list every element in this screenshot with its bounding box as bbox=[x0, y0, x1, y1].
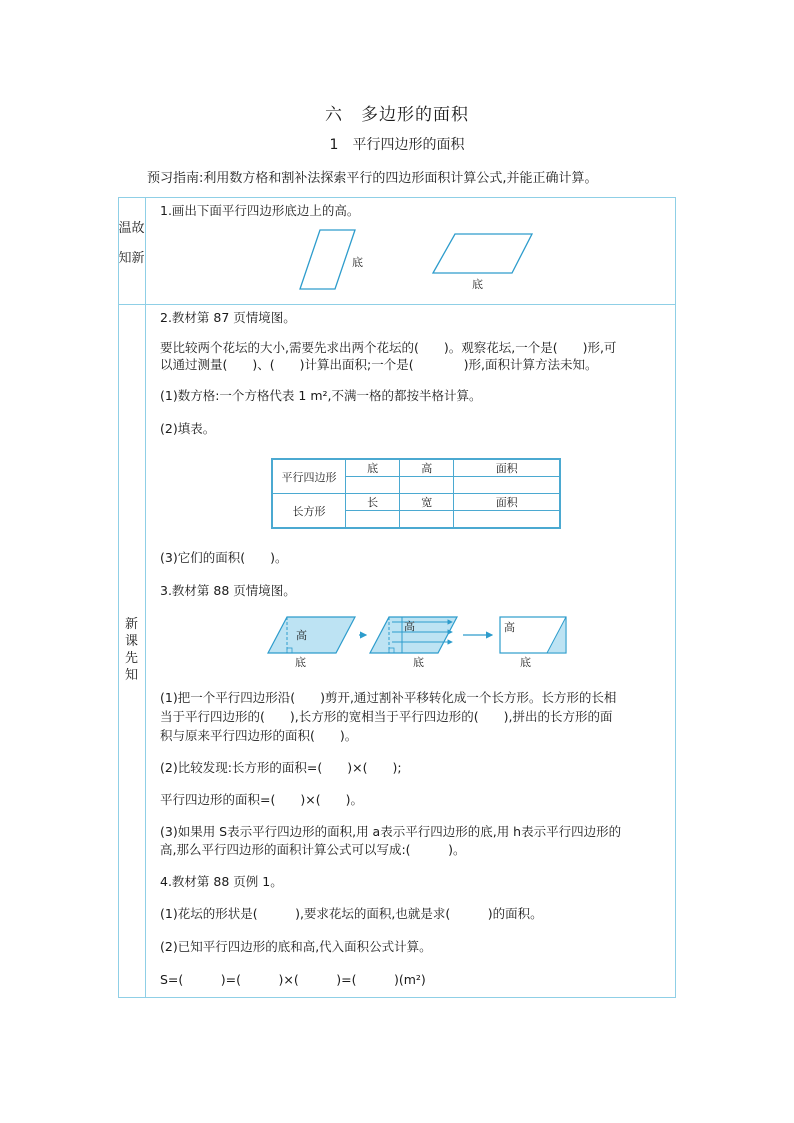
q3-p1-line3: 积与原来平行四边形的面积( )。 bbox=[160, 728, 358, 743]
base-label-2: 底 bbox=[472, 278, 483, 291]
parallelogram-1[interactable] bbox=[300, 230, 355, 289]
q3-p2-line1: (2)比较发现:长方形的面积=( )×( ); bbox=[160, 760, 402, 775]
new-label-char: 先 bbox=[124, 651, 138, 666]
base-label: 底 bbox=[520, 656, 531, 669]
cut-and-move-figure bbox=[262, 610, 572, 672]
preview-guide: 预习指南:利用数方格和割补法探索平行的四边形面积计算公式,并能正确计算。 bbox=[147, 171, 598, 186]
q2-step3: (3)它们的面积( )。 bbox=[160, 550, 288, 565]
table-row bbox=[272, 459, 560, 477]
row-header: 长方形 bbox=[272, 494, 346, 529]
base-label: 底 bbox=[295, 656, 306, 669]
col-header: 底 bbox=[346, 459, 400, 477]
height-label: 高 bbox=[404, 620, 415, 633]
blank-cell[interactable] bbox=[346, 511, 400, 529]
q3-p1-line2: 当于平行四边形的( ),长方形的宽相当于平行四边形的( ),拼出的长方形的面 bbox=[160, 709, 613, 724]
chapter-title: 六 多边形的面积 bbox=[325, 105, 469, 125]
q2-title: 2.教材第 87 页情境图。 bbox=[160, 310, 296, 325]
blank-cell[interactable] bbox=[400, 477, 454, 494]
q4-formula: S=( )=( )×( )=( )(m²) bbox=[160, 972, 426, 987]
col-header: 长 bbox=[346, 494, 400, 511]
review-parallelograms bbox=[290, 226, 540, 296]
q2-para-line2: 以通过测量( )、( )计算出面积;一个是( )形,面积计算方法未知。 bbox=[160, 357, 598, 372]
parallelogram-2[interactable] bbox=[433, 234, 532, 273]
q3-p2-line2: 平行四边形的面积=( )×( )。 bbox=[160, 792, 363, 807]
q2-step1: (1)数方格:一个方格代表 1 m²,不满一格的都按半格计算。 bbox=[160, 388, 482, 403]
new-lesson-label bbox=[118, 616, 145, 684]
review-question: 1.画出下面平行四边形底边上的高。 bbox=[160, 203, 360, 218]
height-label: 高 bbox=[504, 621, 515, 634]
q2-para-line1: 要比较两个花坛的大小,需要先求出两个花坛的( )。观察花坛,一个是( )形,可 bbox=[160, 340, 617, 355]
base-label-1: 底 bbox=[352, 256, 363, 269]
col-header: 面积 bbox=[454, 459, 560, 477]
q4-title: 4.教材第 88 页例 1。 bbox=[160, 874, 283, 889]
review-label-top: 温故 bbox=[118, 221, 145, 236]
new-label-char: 新 bbox=[124, 617, 138, 632]
base-label: 底 bbox=[413, 656, 424, 669]
col-header: 高 bbox=[400, 459, 454, 477]
table-row bbox=[272, 494, 560, 511]
parallelogram-figure bbox=[268, 617, 355, 653]
row-header: 平行四边形 bbox=[272, 459, 346, 494]
blank-cell[interactable] bbox=[454, 477, 560, 494]
col-header: 宽 bbox=[400, 494, 454, 511]
new-label-char: 课 bbox=[124, 634, 138, 649]
column-divider bbox=[145, 197, 146, 998]
q3-p3-line1: (3)如果用 S表示平行四边形的面积,用 a表示平行四边形的底,用 h表示平行四边形的 bbox=[160, 824, 622, 839]
q3-p3-line2: 高,那么平行四边形的面积计算公式可以写成:( )。 bbox=[160, 842, 466, 857]
height-label: 高 bbox=[296, 629, 307, 642]
col-header: 面积 bbox=[454, 494, 560, 511]
review-label-bottom: 知新 bbox=[118, 251, 145, 266]
section-divider bbox=[118, 304, 676, 305]
q2-step2: (2)填表。 bbox=[160, 421, 216, 436]
blank-cell[interactable] bbox=[346, 477, 400, 494]
blank-cell[interactable] bbox=[454, 511, 560, 529]
lesson-title: 1 平行四边形的面积 bbox=[329, 137, 465, 153]
new-label-char: 知 bbox=[124, 668, 138, 683]
blank-cell[interactable] bbox=[400, 511, 454, 529]
q3-p1-line1: (1)把一个平行四边形沿( )剪开,通过割补平移转化成一个长方形。长方形的长相 bbox=[160, 690, 617, 705]
q4-p1: (1)花坛的形状是( ),要求花坛的面积,也就是求( )的面积。 bbox=[160, 906, 543, 921]
q4-p2: (2)已知平行四边形的底和高,代入面积公式计算。 bbox=[160, 939, 432, 954]
fill-table bbox=[271, 458, 561, 529]
q3-title: 3.教材第 88 页情境图。 bbox=[160, 583, 296, 598]
